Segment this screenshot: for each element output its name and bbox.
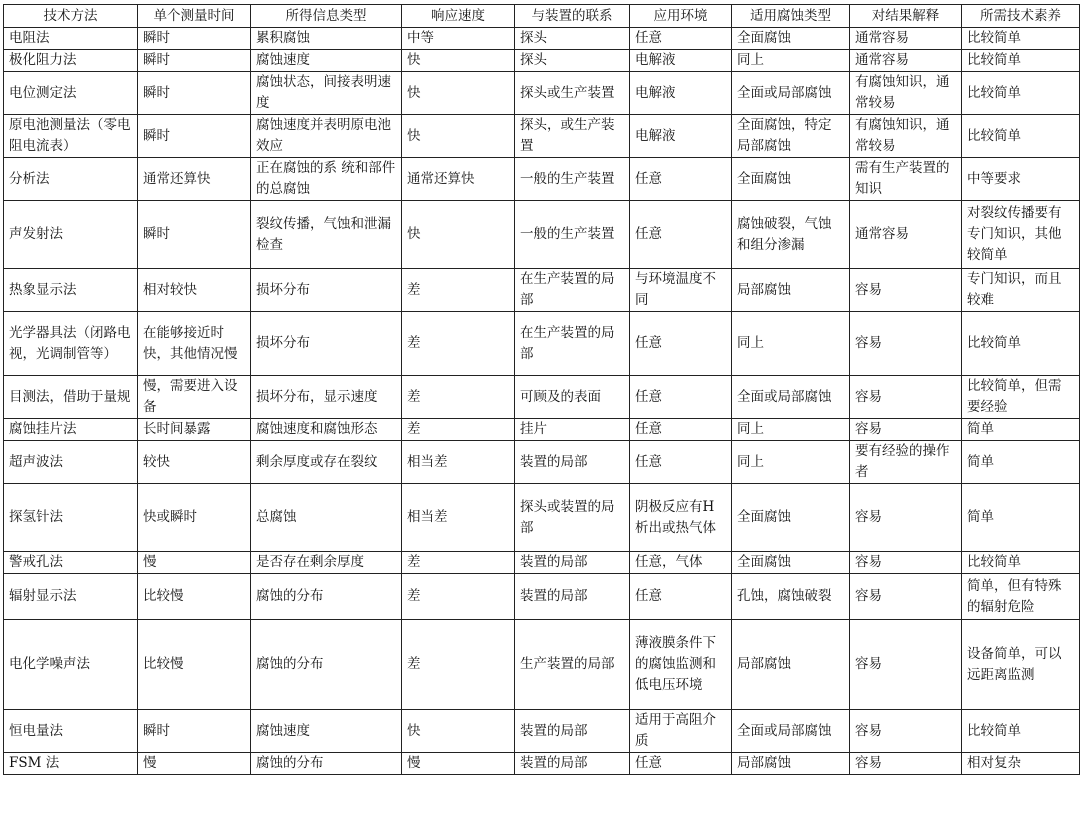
table-cell: 探头，或生产装置 [515, 115, 630, 158]
table-cell: 警戒孔法 [4, 552, 138, 574]
table-row [4, 28, 1080, 50]
table-cell: 快 [402, 50, 515, 72]
table-cell: 全面腐蚀，特定局部腐蚀 [732, 115, 850, 158]
table-cell: 通常容易 [850, 50, 962, 72]
table-cell: 容易 [850, 552, 962, 574]
table-cell: 在生产装置的局部 [515, 269, 630, 312]
table-cell: 瞬时 [138, 201, 251, 269]
table-cell: 瞬时 [138, 50, 251, 72]
table-cell: 容易 [850, 574, 962, 620]
table-cell: 简单 [962, 441, 1080, 484]
table-cell: 任意 [630, 201, 732, 269]
table-cell: 容易 [850, 753, 962, 775]
table-cell: 极化阻力法 [4, 50, 138, 72]
table-cell: 比较慢 [138, 574, 251, 620]
table-cell: 相当差 [402, 441, 515, 484]
table-cell: 设备简单，可以远距离监测 [962, 620, 1080, 710]
table-cell: 探头或装置的局部 [515, 484, 630, 552]
table-cell: 全面或局部腐蚀 [732, 376, 850, 419]
table-cell: 较快 [138, 441, 251, 484]
table-cell: 差 [402, 419, 515, 441]
table-cell: 同上 [732, 419, 850, 441]
table-cell: 容易 [850, 710, 962, 753]
table-cell: 在生产装置的局部 [515, 312, 630, 376]
table-cell: 任意 [630, 158, 732, 201]
table-row [4, 484, 1080, 552]
header-measure-time: 单个测量时间 [138, 5, 251, 28]
table-cell: 生产装置的局部 [515, 620, 630, 710]
table-cell: 差 [402, 552, 515, 574]
table-cell: 热象显示法 [4, 269, 138, 312]
table-cell: 声发射法 [4, 201, 138, 269]
table-cell: 局部腐蚀 [732, 753, 850, 775]
table-cell: 装置的局部 [515, 753, 630, 775]
corrosion-monitoring-table [3, 4, 1080, 775]
table-cell: 辐射显示法 [4, 574, 138, 620]
table-cell: 腐蚀速度 [251, 50, 402, 72]
table-cell: 薄液膜条件下的腐蚀监测和低电压环境 [630, 620, 732, 710]
header-row [4, 5, 1080, 28]
table-cell: 通常还算快 [402, 158, 515, 201]
table-cell: 腐蚀状态，间接表明速度 [251, 72, 402, 115]
table-cell: 长时间暴露 [138, 419, 251, 441]
table-cell: 需有生产装置的知识 [850, 158, 962, 201]
table-cell: FSM 法 [4, 753, 138, 775]
table-cell: 同上 [732, 50, 850, 72]
table-cell: 瞬时 [138, 710, 251, 753]
table-cell: 分析法 [4, 158, 138, 201]
table-cell: 快 [402, 710, 515, 753]
table-cell: 慢 [402, 753, 515, 775]
table-row [4, 376, 1080, 419]
table-cell: 要有经验的操作者 [850, 441, 962, 484]
table-row [4, 753, 1080, 775]
table-cell: 孔蚀，腐蚀破裂 [732, 574, 850, 620]
header-response-speed: 响应速度 [402, 5, 515, 28]
table-cell: 电化学噪声法 [4, 620, 138, 710]
table-cell: 任意 [630, 28, 732, 50]
table-cell: 光学器具法（闭路电视，光调制管等） [4, 312, 138, 376]
table-cell: 腐蚀破裂，气蚀和组分渗漏 [732, 201, 850, 269]
table-cell: 同上 [732, 441, 850, 484]
table-cell: 比较慢 [138, 620, 251, 710]
table-cell: 同上 [732, 312, 850, 376]
header-device-relation: 与装置的联系 [515, 5, 630, 28]
table-cell: 腐蚀速度并表明原电池效应 [251, 115, 402, 158]
table-cell: 任意 [630, 441, 732, 484]
table-cell: 瞬时 [138, 115, 251, 158]
table-cell: 快或瞬时 [138, 484, 251, 552]
table-cell: 瞬时 [138, 72, 251, 115]
table-cell: 全面腐蚀 [732, 552, 850, 574]
header-environment: 应用环境 [630, 5, 732, 28]
table-cell: 中等 [402, 28, 515, 50]
table-cell: 腐蚀挂片法 [4, 419, 138, 441]
table-cell: 腐蚀速度和腐蚀形态 [251, 419, 402, 441]
table-cell: 挂片 [515, 419, 630, 441]
table-cell: 剩余厚度或存在裂纹 [251, 441, 402, 484]
table-cell: 一般的生产装置 [515, 201, 630, 269]
table-cell: 全面腐蚀 [732, 158, 850, 201]
table-cell: 是否存在剩余厚度 [251, 552, 402, 574]
table-cell: 电阻法 [4, 28, 138, 50]
table-cell: 差 [402, 269, 515, 312]
table-cell: 阴极反应有H 析出或热气体 [630, 484, 732, 552]
table-cell: 容易 [850, 620, 962, 710]
table-row [4, 201, 1080, 269]
table-cell: 装置的局部 [515, 552, 630, 574]
table-cell: 有腐蚀知识，通常较易 [850, 115, 962, 158]
table-cell: 比较简单 [962, 312, 1080, 376]
table-cell: 探头或生产装置 [515, 72, 630, 115]
table-cell: 装置的局部 [515, 710, 630, 753]
table-cell: 探头 [515, 28, 630, 50]
table-row [4, 50, 1080, 72]
table-cell: 裂纹传播，气蚀和泄漏检查 [251, 201, 402, 269]
table-cell: 容易 [850, 419, 962, 441]
table-cell: 容易 [850, 376, 962, 419]
table-cell: 比较简单 [962, 28, 1080, 50]
table-cell: 电解液 [630, 50, 732, 72]
table-cell: 通常容易 [850, 28, 962, 50]
table-cell: 任意 [630, 312, 732, 376]
table-cell: 损坏分布，显示速度 [251, 376, 402, 419]
header-corrosion-type: 适用腐蚀类型 [732, 5, 850, 28]
table-cell: 全面或局部腐蚀 [732, 72, 850, 115]
table-cell: 瞬时 [138, 28, 251, 50]
table-cell: 比较简单，但需要经验 [962, 376, 1080, 419]
table-cell: 电解液 [630, 72, 732, 115]
table-cell: 比较简单 [962, 115, 1080, 158]
table-cell: 局部腐蚀 [732, 269, 850, 312]
table-cell: 正在腐蚀的系 统和部件 的总腐蚀 [251, 158, 402, 201]
header-skill: 所需技术素养 [962, 5, 1080, 28]
table-cell: 中等要求 [962, 158, 1080, 201]
table-cell: 差 [402, 376, 515, 419]
table-cell: 全面腐蚀 [732, 484, 850, 552]
table-cell: 简单 [962, 419, 1080, 441]
table-row [4, 620, 1080, 710]
table-cell: 任意 [630, 419, 732, 441]
table-cell: 相对较快 [138, 269, 251, 312]
table-cell: 快 [402, 72, 515, 115]
table-cell: 探头 [515, 50, 630, 72]
table-row [4, 312, 1080, 376]
table-row [4, 115, 1080, 158]
table-cell: 差 [402, 312, 515, 376]
table-cell: 比较简单 [962, 552, 1080, 574]
table-cell: 慢，需要进入设备 [138, 376, 251, 419]
table-row [4, 72, 1080, 115]
table-cell: 腐蚀的分布 [251, 753, 402, 775]
table-cell: 原电池测量法（零电阻电流表） [4, 115, 138, 158]
table-cell: 通常还算快 [138, 158, 251, 201]
table-cell: 快 [402, 201, 515, 269]
table-cell: 装置的局部 [515, 441, 630, 484]
table-row [4, 158, 1080, 201]
table-cell: 简单 [962, 484, 1080, 552]
table-cell: 有腐蚀知识，通常较易 [850, 72, 962, 115]
table-cell: 在能够接近时快，其他情况慢 [138, 312, 251, 376]
table-cell: 任意 [630, 574, 732, 620]
table-cell: 超声波法 [4, 441, 138, 484]
table-cell: 比较简单 [962, 72, 1080, 115]
table-cell: 全面腐蚀 [732, 28, 850, 50]
table-cell: 慢 [138, 552, 251, 574]
table-cell: 容易 [850, 312, 962, 376]
header-method: 技术方法 [4, 5, 138, 28]
table-cell: 任意，气体 [630, 552, 732, 574]
table-cell: 损坏分布 [251, 312, 402, 376]
table-cell: 可顾及的表面 [515, 376, 630, 419]
table-cell: 目测法，借助于量规 [4, 376, 138, 419]
table-cell: 专门知识，而且较难 [962, 269, 1080, 312]
table-cell: 适用于高阻介质 [630, 710, 732, 753]
table-cell: 损坏分布 [251, 269, 402, 312]
table-cell: 快 [402, 115, 515, 158]
table-cell: 全面或局部腐蚀 [732, 710, 850, 753]
table-row [4, 269, 1080, 312]
table-cell: 装置的局部 [515, 574, 630, 620]
table-cell: 比较简单 [962, 710, 1080, 753]
table-cell: 总腐蚀 [251, 484, 402, 552]
table-cell: 相对复杂 [962, 753, 1080, 775]
table-cell: 恒电量法 [4, 710, 138, 753]
table-cell: 比较简单 [962, 50, 1080, 72]
table-cell: 慢 [138, 753, 251, 775]
table-cell: 简单，但有特殊的辐射危险 [962, 574, 1080, 620]
table-cell: 容易 [850, 484, 962, 552]
table-row [4, 710, 1080, 753]
table-row [4, 574, 1080, 620]
table-cell: 相当差 [402, 484, 515, 552]
table-cell: 容易 [850, 269, 962, 312]
table-cell: 探氢针法 [4, 484, 138, 552]
table-cell: 累积腐蚀 [251, 28, 402, 50]
table-cell: 任意 [630, 376, 732, 419]
table-cell: 电位测定法 [4, 72, 138, 115]
table-row [4, 552, 1080, 574]
header-interpretation: 对结果解释 [850, 5, 962, 28]
table-cell: 差 [402, 574, 515, 620]
table-cell: 通常容易 [850, 201, 962, 269]
table-cell: 任意 [630, 753, 732, 775]
table-cell: 电解液 [630, 115, 732, 158]
table-cell: 一般的生产装置 [515, 158, 630, 201]
table-row [4, 419, 1080, 441]
table-row [4, 441, 1080, 484]
table-cell: 对裂纹传播要有专门知识，其他较简单 [962, 201, 1080, 269]
header-info-type: 所得信息类型 [251, 5, 402, 28]
table-cell: 局部腐蚀 [732, 620, 850, 710]
table-cell: 腐蚀的分布 [251, 574, 402, 620]
table-cell: 与环境温度不同 [630, 269, 732, 312]
table-cell: 腐蚀速度 [251, 710, 402, 753]
table-cell: 差 [402, 620, 515, 710]
table-cell: 腐蚀的分布 [251, 620, 402, 710]
